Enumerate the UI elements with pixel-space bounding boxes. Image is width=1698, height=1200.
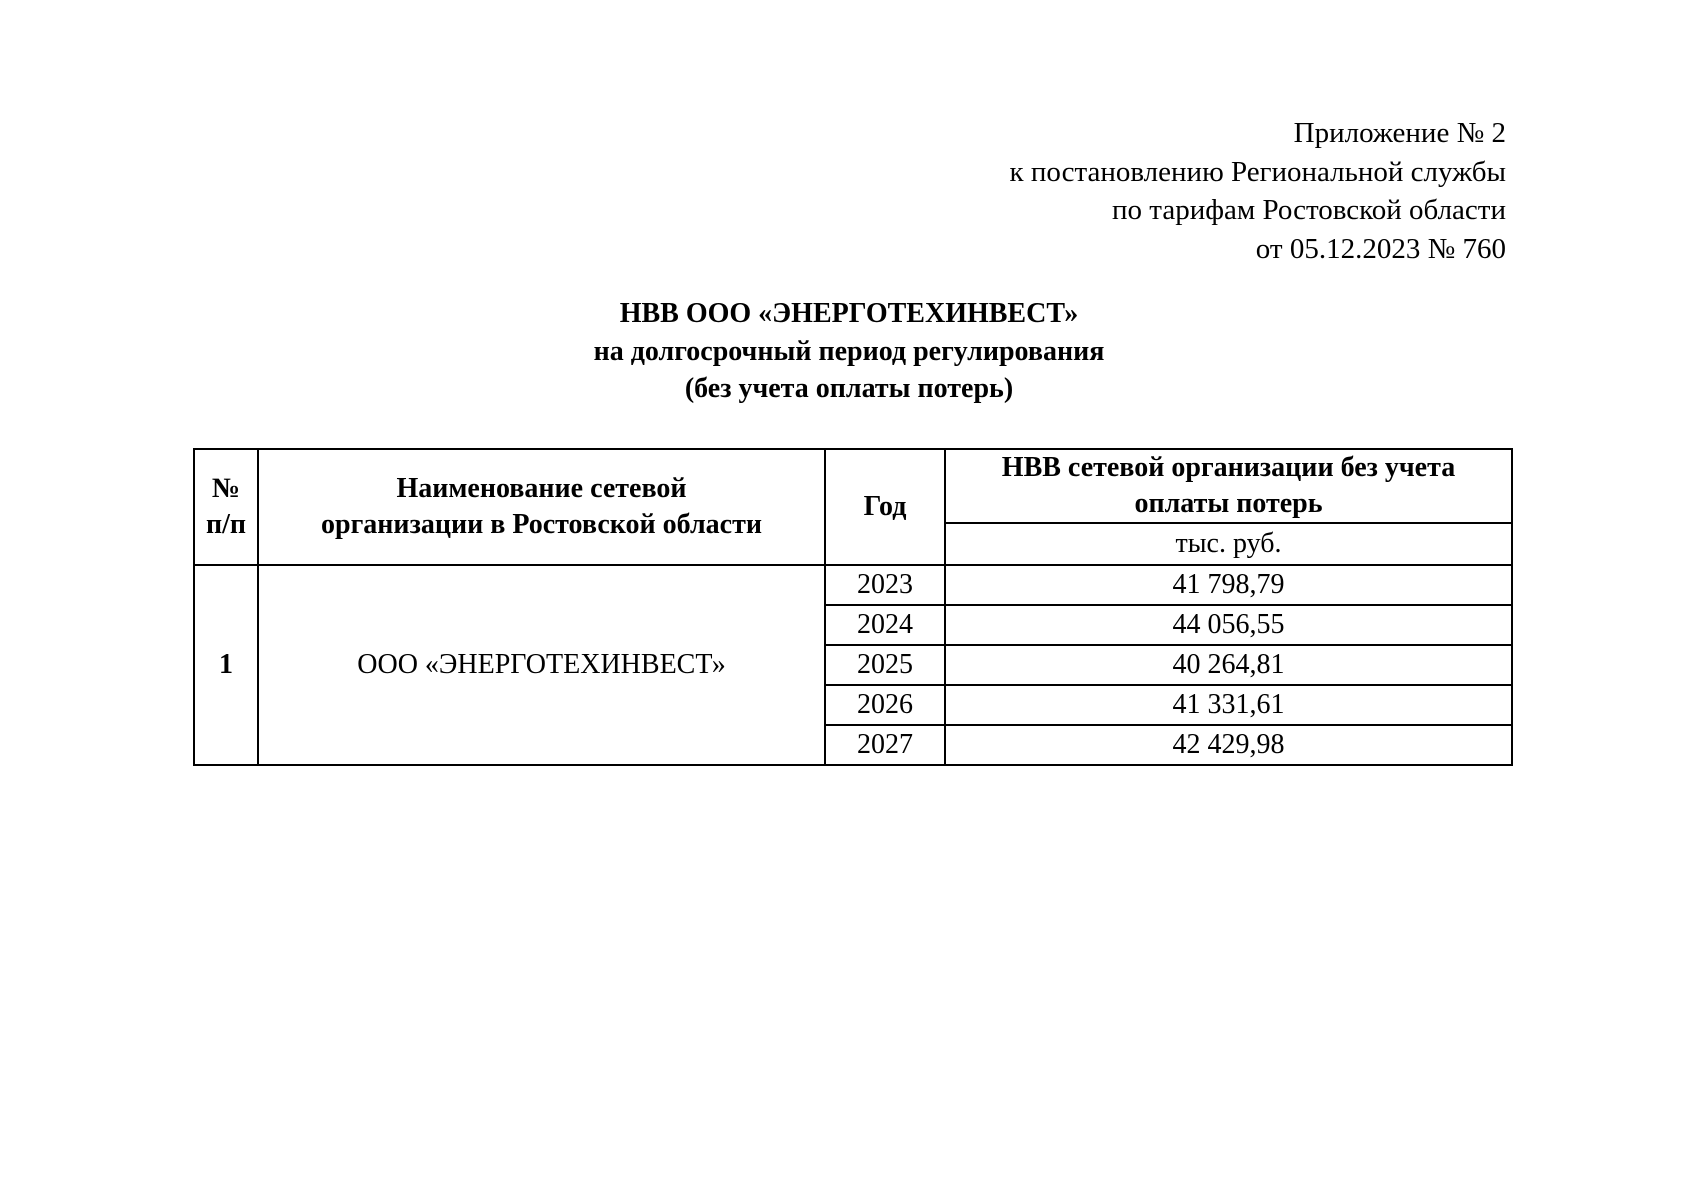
year-cell: 2025 bbox=[825, 645, 945, 685]
header-org-name bbox=[258, 449, 825, 565]
header-number bbox=[194, 449, 258, 565]
value-cell: 41 798,79 bbox=[945, 565, 1512, 605]
header-org-name-line1: Наименование сетевой bbox=[396, 473, 687, 504]
year-cell: 2023 bbox=[825, 565, 945, 605]
header-number-symbol: № bbox=[211, 473, 241, 504]
year-cell: 2024 bbox=[825, 605, 945, 645]
header-nvv-line2: оплаты потерь bbox=[1134, 488, 1323, 519]
title-line-period: на долгосрочный период регулирования bbox=[593, 335, 1105, 367]
table-header-row bbox=[194, 449, 1512, 523]
appendix-number: Приложение № 2 bbox=[1293, 117, 1506, 149]
header-nvv bbox=[945, 449, 1512, 523]
appendix-authority: по тарифам Ростовской области bbox=[1112, 194, 1506, 226]
title-line-main: НВВ ООО «ЭНЕРГОТЕХИНВЕСТ» bbox=[619, 298, 1079, 329]
value-cell: 40 264,81 bbox=[945, 645, 1512, 685]
appendix-date-number: от 05.12.2023 № 760 bbox=[1255, 232, 1506, 265]
header-number-label: п/п bbox=[205, 509, 247, 540]
year-cell: 2027 bbox=[825, 725, 945, 765]
nvv-table bbox=[193, 448, 1513, 766]
year-cell: 2026 bbox=[825, 685, 945, 725]
title-line-note: (без учета оплаты потерь) bbox=[684, 373, 1014, 404]
header-nvv-line1: НВВ сетевой организации без учета bbox=[1001, 452, 1456, 483]
org-name-cell: ООО «ЭНЕРГОТЕХИНВЕСТ» bbox=[258, 565, 825, 765]
appendix-resolution-ref: к постановлению Региональной службы bbox=[1009, 155, 1506, 188]
header-org-name-line2: организации в Ростовской области bbox=[321, 509, 762, 540]
table-row bbox=[194, 565, 1512, 605]
appendix-block bbox=[1010, 114, 1507, 268]
org-number-cell: 1 bbox=[194, 565, 258, 765]
header-year: Год bbox=[825, 449, 945, 565]
value-cell: 42 429,98 bbox=[945, 725, 1512, 765]
value-cell: 44 056,55 bbox=[945, 605, 1512, 645]
value-cell: 41 331,61 bbox=[945, 685, 1512, 725]
document-title bbox=[0, 295, 1698, 408]
header-unit: тыс. руб. bbox=[945, 523, 1512, 565]
